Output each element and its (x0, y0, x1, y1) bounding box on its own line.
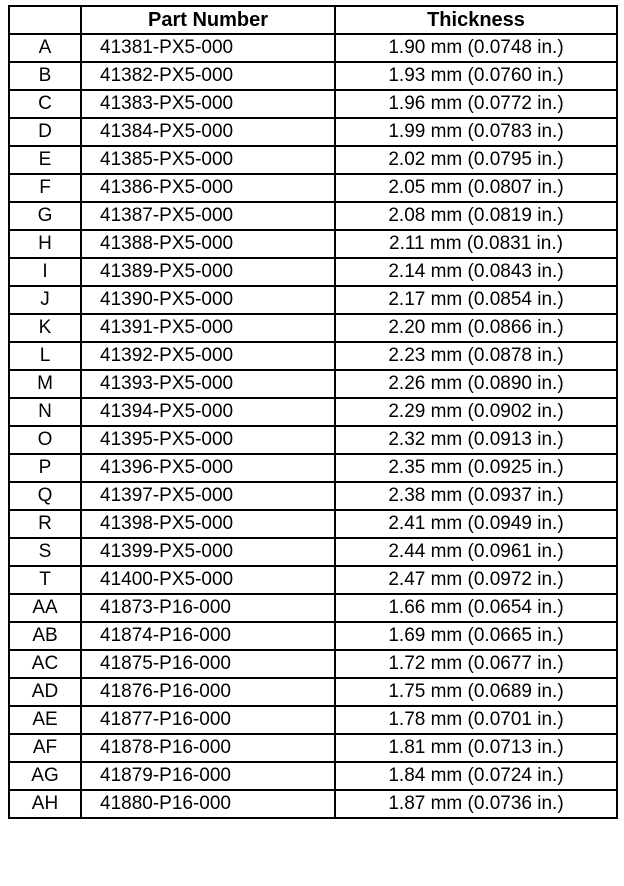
table-row (9, 426, 617, 454)
row-part-number: 41381-PX5-000 (81, 34, 335, 62)
row-thickness: 1.81 mm (0.0713 in.) (335, 734, 617, 762)
row-thickness: 2.20 mm (0.0866 in.) (335, 314, 617, 342)
row-part-number: 41394-PX5-000 (81, 398, 335, 426)
row-letter: J (9, 286, 81, 314)
row-part-number: 41388-PX5-000 (81, 230, 335, 258)
table-header-row (9, 6, 617, 34)
row-letter: AH (9, 790, 81, 818)
row-thickness: 2.17 mm (0.0854 in.) (335, 286, 617, 314)
row-part-number: 41391-PX5-000 (81, 314, 335, 342)
row-letter: AE (9, 706, 81, 734)
row-part-number: 41395-PX5-000 (81, 426, 335, 454)
row-letter: R (9, 510, 81, 538)
table-row (9, 566, 617, 594)
row-part-number: 41383-PX5-000 (81, 90, 335, 118)
row-thickness: 2.02 mm (0.0795 in.) (335, 146, 617, 174)
table-row (9, 538, 617, 566)
row-thickness: 1.99 mm (0.0783 in.) (335, 118, 617, 146)
row-part-number: 41873-P16-000 (81, 594, 335, 622)
row-letter: A (9, 34, 81, 62)
table-row (9, 202, 617, 230)
row-thickness: 2.38 mm (0.0937 in.) (335, 482, 617, 510)
table-row (9, 286, 617, 314)
row-letter: C (9, 90, 81, 118)
row-thickness: 1.90 mm (0.0748 in.) (335, 34, 617, 62)
row-part-number: 41387-PX5-000 (81, 202, 335, 230)
row-letter: B (9, 62, 81, 90)
header-part-number: Part Number (81, 6, 335, 34)
row-part-number: 41879-P16-000 (81, 762, 335, 790)
row-thickness: 1.84 mm (0.0724 in.) (335, 762, 617, 790)
header-letter (9, 6, 81, 34)
row-thickness: 1.96 mm (0.0772 in.) (335, 90, 617, 118)
row-part-number: 41874-P16-000 (81, 622, 335, 650)
row-part-number: 41385-PX5-000 (81, 146, 335, 174)
table-row (9, 706, 617, 734)
row-letter: E (9, 146, 81, 174)
row-part-number: 41878-P16-000 (81, 734, 335, 762)
row-thickness: 2.41 mm (0.0949 in.) (335, 510, 617, 538)
row-letter: M (9, 370, 81, 398)
table-row (9, 342, 617, 370)
row-thickness: 1.72 mm (0.0677 in.) (335, 650, 617, 678)
row-part-number: 41389-PX5-000 (81, 258, 335, 286)
row-letter: T (9, 566, 81, 594)
table-row (9, 678, 617, 706)
row-part-number: 41392-PX5-000 (81, 342, 335, 370)
table-row (9, 762, 617, 790)
row-part-number: 41880-P16-000 (81, 790, 335, 818)
row-part-number: 41399-PX5-000 (81, 538, 335, 566)
table-row (9, 370, 617, 398)
row-letter: D (9, 118, 81, 146)
row-thickness: 1.93 mm (0.0760 in.) (335, 62, 617, 90)
table-body (9, 34, 617, 818)
row-thickness: 1.75 mm (0.0689 in.) (335, 678, 617, 706)
row-part-number: 41397-PX5-000 (81, 482, 335, 510)
row-part-number: 41876-P16-000 (81, 678, 335, 706)
row-letter: AG (9, 762, 81, 790)
table-row (9, 258, 617, 286)
row-letter: L (9, 342, 81, 370)
table-row (9, 174, 617, 202)
row-thickness: 2.05 mm (0.0807 in.) (335, 174, 617, 202)
row-part-number: 41393-PX5-000 (81, 370, 335, 398)
row-thickness: 2.23 mm (0.0878 in.) (335, 342, 617, 370)
header-thickness: Thickness (335, 6, 617, 34)
table-row (9, 118, 617, 146)
row-thickness: 1.78 mm (0.0701 in.) (335, 706, 617, 734)
row-letter: H (9, 230, 81, 258)
row-thickness: 2.32 mm (0.0913 in.) (335, 426, 617, 454)
row-part-number: 41386-PX5-000 (81, 174, 335, 202)
table-row (9, 622, 617, 650)
row-part-number: 41877-P16-000 (81, 706, 335, 734)
table-row (9, 90, 617, 118)
table-row (9, 594, 617, 622)
row-part-number: 41396-PX5-000 (81, 454, 335, 482)
table-row (9, 398, 617, 426)
row-part-number: 41390-PX5-000 (81, 286, 335, 314)
table-row (9, 482, 617, 510)
row-letter: I (9, 258, 81, 286)
row-thickness: 2.11 mm (0.0831 in.) (335, 230, 617, 258)
row-thickness: 2.08 mm (0.0819 in.) (335, 202, 617, 230)
table-row (9, 650, 617, 678)
row-letter: O (9, 426, 81, 454)
table-row (9, 34, 617, 62)
row-part-number: 41875-P16-000 (81, 650, 335, 678)
row-part-number: 41398-PX5-000 (81, 510, 335, 538)
row-part-number: 41382-PX5-000 (81, 62, 335, 90)
row-letter: AC (9, 650, 81, 678)
row-thickness: 2.44 mm (0.0961 in.) (335, 538, 617, 566)
row-thickness: 2.35 mm (0.0925 in.) (335, 454, 617, 482)
row-letter: AF (9, 734, 81, 762)
row-thickness: 1.69 mm (0.0665 in.) (335, 622, 617, 650)
table-row (9, 230, 617, 258)
row-thickness: 2.47 mm (0.0972 in.) (335, 566, 617, 594)
row-thickness: 1.87 mm (0.0736 in.) (335, 790, 617, 818)
row-part-number: 41400-PX5-000 (81, 566, 335, 594)
row-letter: K (9, 314, 81, 342)
table-row (9, 790, 617, 818)
row-letter: F (9, 174, 81, 202)
row-thickness: 2.29 mm (0.0902 in.) (335, 398, 617, 426)
shim-part-table (8, 5, 618, 819)
row-letter: AD (9, 678, 81, 706)
row-letter: Q (9, 482, 81, 510)
row-thickness: 1.66 mm (0.0654 in.) (335, 594, 617, 622)
table-row (9, 314, 617, 342)
table-row (9, 734, 617, 762)
row-letter: S (9, 538, 81, 566)
row-letter: G (9, 202, 81, 230)
row-letter: P (9, 454, 81, 482)
row-thickness: 2.14 mm (0.0843 in.) (335, 258, 617, 286)
row-letter: N (9, 398, 81, 426)
table-row (9, 62, 617, 90)
row-letter: AA (9, 594, 81, 622)
row-part-number: 41384-PX5-000 (81, 118, 335, 146)
table-row (9, 510, 617, 538)
row-thickness: 2.26 mm (0.0890 in.) (335, 370, 617, 398)
row-letter: AB (9, 622, 81, 650)
table-row (9, 454, 617, 482)
table-row (9, 146, 617, 174)
